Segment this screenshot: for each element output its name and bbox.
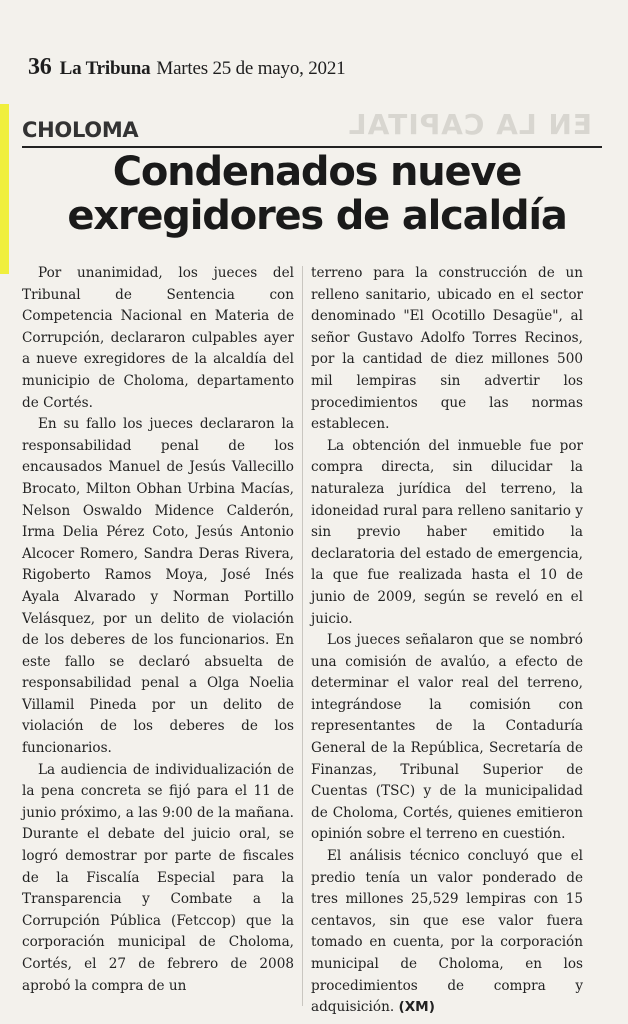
- paragraph: Los jueces señalaron que se nombró una comisión de avalúo, a efecto de determinar el valor real del terreno, integrándose la comisión con representantes de la Contaduría General de la República, Secretaría de Finanzas, Tribunal Superior de Cuentas (TSC) y de la municipalidad de Choloma, Cortés, quienes emitieron opinión sobre el terreno en cuestión.: [311, 632, 583, 843]
- article-column-2: [311, 263, 583, 1019]
- section-rule: [22, 146, 602, 148]
- section-label: CHOLOMA: [22, 118, 139, 142]
- paragraph: La audiencia de individualización de la pena concreta se fijó para el 11 de junio próximo, a las 9:00 de la mañana. Durante el debate del juicio oral, se logró demostrar por parte de fiscales de la Fiscalía Especial para la Transparencia y Combate a la Corrupción Pública (Fetccop) que la corporación municipal de Choloma, Cortés, el 27 de febrero de 2008 aprobó la compra de un: [22, 761, 294, 994]
- paragraph: En su fallo los jueces declararon la responsabilidad penal de los encausados Manuel de Jesús Vallecillo Brocato, Milton Obhan Urbina Macías, Nelson Oswaldo Midence Calderón, Irma Delia Pérez Coto, Jesús Antonio Alcocer Romero, Sandra Deras Rivera, Rigoberto Ramos Moya, José Inés Ayala Alvarado y Norman Portillo Velásquez, por un delito de violación de los deberes de los funcionarios. En este fallo se declaró absuelta de responsabilidad penal a Olga Noelia Villamil Pineda por un delito de violación de los deberes de los funcionarios.: [22, 416, 294, 757]
- paragraph: La obtención del inmueble fue por compra directa, sin dilucidar la naturaleza jurídica del terreno, la idoneidad rural para relleno sanitario y sin previo haber emitido la declaratoria del estado de emergencia, la que fue realizada hasta el 10 de junio de 2009, según se reveló en el juicio.: [311, 437, 583, 627]
- article-column-1: [22, 263, 294, 997]
- paragraph: Por unanimidad, los jueces del Tribunal de Sentencia con Competencia Nacional en Materia de Corrupción, declararon culpables ayer a nueve exregidores de la alcaldía del municipio de Choloma, departamento de Cortés.: [22, 265, 294, 411]
- bleed-through-text: EN LA CAPITAL: [347, 108, 592, 141]
- paragraph-text: El análisis técnico concluyó que el predio tenía un valor ponderado de tres millones 25,529 lempiras con 15 centavos, sin que ese valor fuera tomado en cuenta, por la corporación municipal de Choloma, en los procedimientos de compra y adquisición.: [311, 848, 583, 1016]
- yellow-highlight-mark: [0, 104, 9, 274]
- publication-date: Martes 25 de mayo, 2021: [156, 58, 346, 79]
- paragraph-final: [311, 846, 583, 1019]
- page-number: 36: [28, 54, 52, 80]
- article-headline: Condenados nueve exregidores de alcaldía: [67, 149, 567, 239]
- newspaper-name: La Tribuna: [59, 58, 151, 79]
- page-header: [28, 54, 408, 81]
- paragraph: terreno para la construcción de un relleno sanitario, ubicado en el sector denominado "El Ocotillo Desagüe", al señor Gustavo Adolfo Torres Recinos, por la cantidad de diez millones 500 mil lempiras sin advertir los procedimientos que las normas establecen.: [311, 265, 583, 433]
- author-signature: (XM): [398, 999, 435, 1016]
- column-divider: [302, 266, 303, 1006]
